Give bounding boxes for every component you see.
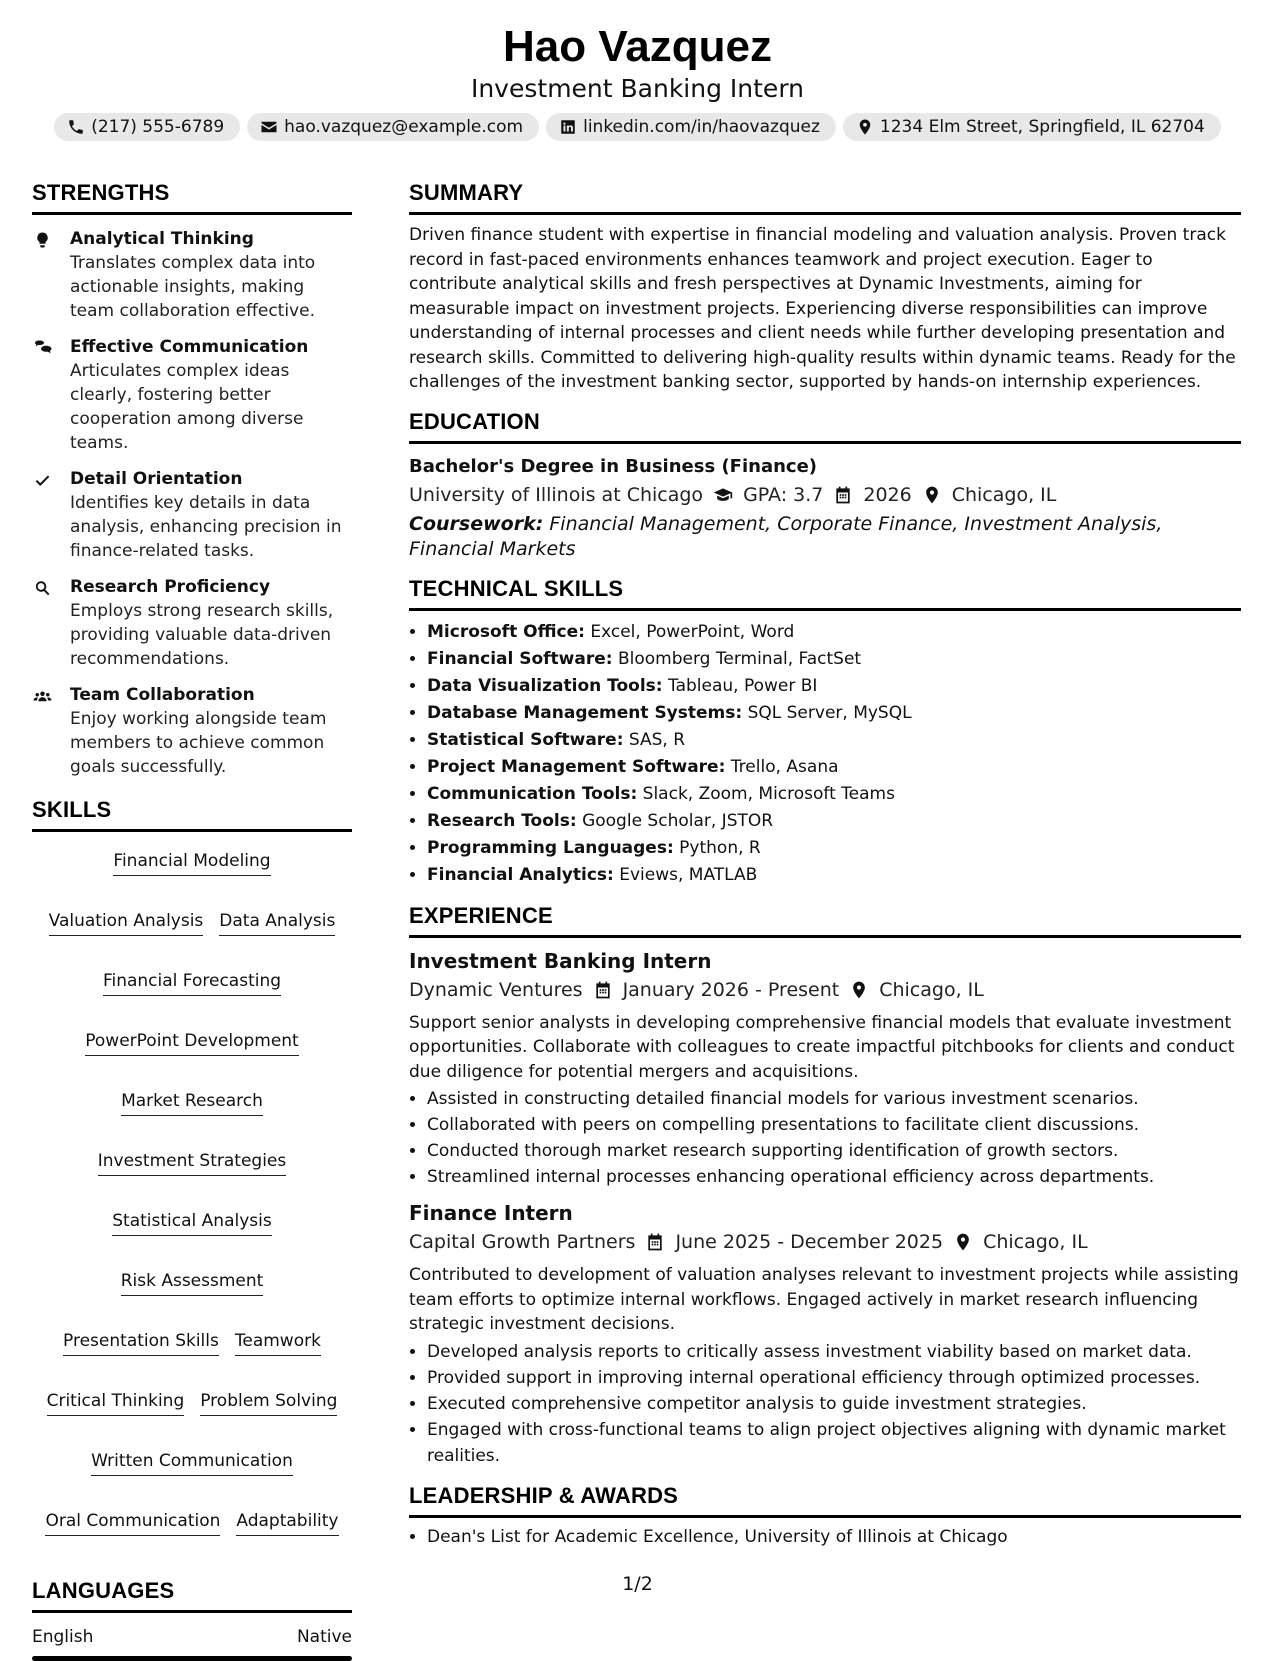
list-item <box>427 619 1241 646</box>
skill-values: Python, R <box>679 837 761 858</box>
strength-description: Enjoy working alongside team members to achieve common goals successfully. <box>70 709 327 777</box>
skill-category: Project Management Software: <box>427 756 726 777</box>
list-item <box>427 862 1241 889</box>
job-entry <box>409 1199 1241 1469</box>
phone-contact[interactable] <box>54 113 240 141</box>
skill-tag: Valuation Analysis <box>49 910 204 936</box>
skill-category: Research Tools: <box>427 810 577 831</box>
skill-values: Trello, Asana <box>730 756 839 777</box>
gpa-text: GPA: 3.7 <box>743 483 824 506</box>
envelope-icon <box>260 118 278 136</box>
language-name: English <box>32 1627 94 1647</box>
skill-values: Bloomberg Terminal, FactSet <box>617 648 862 669</box>
calendar-icon <box>593 980 613 1000</box>
job-summary: Support senior analysts in developing comprehensive financial models that evaluate investment opportunities. Collaborate with colleagues to create impactful pitchbooks for clients and conduct due diligence for potential mergers and acquisitions. <box>409 1012 1235 1082</box>
linkedin-text: linkedin.com/in/haovazquez <box>583 117 820 137</box>
strength-description: Articulates complex ideas clearly, fostering better cooperation among diverse teams. <box>70 361 304 453</box>
job-bullets <box>409 1086 1241 1190</box>
right-column <box>409 180 1241 1564</box>
skill-tag: Adaptability <box>236 1510 338 1536</box>
list-item: • Engaged with cross-functional teams to align project objectives aligning with dynamic market realities. <box>427 1417 1241 1469</box>
skill-tag: Financial Forecasting <box>103 970 281 996</box>
calendar-icon <box>833 485 853 505</box>
candidate-name: Hao Vazquez <box>503 22 772 71</box>
skill-tag: Risk Assessment <box>121 1270 264 1296</box>
graduation-cap-icon <box>713 485 733 505</box>
job-meta <box>409 1227 1241 1257</box>
email-contact[interactable] <box>247 113 539 141</box>
skill-tag: Teamwork <box>235 1330 321 1356</box>
job-location: Chicago, IL <box>879 978 984 1001</box>
skill-tag: PowerPoint Development <box>85 1030 298 1056</box>
strength-description: Identifies key details in data analysis, enhancing precision in finance-related tasks. <box>70 493 342 561</box>
list-item <box>427 646 1241 673</box>
strength-title: Detail Orientation <box>70 469 243 489</box>
map-pin-icon <box>856 118 874 136</box>
strength-title: Effective Communication <box>70 337 309 357</box>
map-pin-icon <box>849 980 869 1000</box>
company-name: Dynamic Ventures <box>409 978 583 1001</box>
contact-bar <box>0 113 1275 141</box>
job-meta <box>409 975 1241 1005</box>
skill-values: SAS, R <box>628 729 686 750</box>
graduation-year: 2026 <box>863 483 912 506</box>
skill-category: Programming Languages: <box>427 837 674 858</box>
job-bullets <box>409 1339 1241 1469</box>
skill-category: Financial Software: <box>427 648 613 669</box>
skill-category: Microsoft Office: <box>427 621 585 642</box>
skill-category: Data Visualization Tools: <box>427 675 663 696</box>
list-item <box>427 673 1241 700</box>
language-level: Native <box>296 1627 352 1647</box>
job-location: Chicago, IL <box>983 1231 1088 1253</box>
comments-icon <box>32 339 53 357</box>
job-title: Finance Intern <box>409 1201 573 1225</box>
skill-tag: Problem Solving <box>200 1390 337 1416</box>
page-number: 1/2 <box>622 1573 653 1595</box>
skill-values: Tableau, Power BI <box>668 675 818 696</box>
strength-item <box>32 575 352 671</box>
skill-values: SQL Server, MySQL <box>747 702 912 723</box>
coursework-label: Coursework: <box>409 512 544 535</box>
skill-category: Financial Analytics: <box>427 864 614 885</box>
strength-item <box>32 467 352 563</box>
skill-tag: Financial Modeling <box>113 850 270 876</box>
job-dates: June 2025 - December 2025 <box>675 1231 944 1253</box>
awards-list <box>409 1524 1241 1550</box>
linkedin-icon <box>559 118 577 136</box>
strength-item <box>32 227 352 323</box>
company-name: Capital Growth Partners <box>409 1231 636 1253</box>
left-column <box>32 180 352 1661</box>
education-location: Chicago, IL <box>951 483 1057 506</box>
technical-skills-heading: TECHNICAL SKILLS <box>409 576 1241 611</box>
technical-skills-list <box>409 619 1241 889</box>
list-item: • Dean's List for Academic Excellence, University of Illinois at Chicago <box>427 1524 1241 1550</box>
job-summary: Contributed to development of valuation analyses relevant to investment projects while assisting team efforts to optimize internal workflows. Engaged actively in market research influencing strategic investment decisions. <box>409 1265 1239 1334</box>
strength-title: Team Collaboration <box>70 685 255 705</box>
skill-category: Communication Tools: <box>427 783 638 804</box>
address-contact <box>843 113 1221 141</box>
skill-tag: Oral Communication <box>45 1510 220 1536</box>
list-item <box>427 835 1241 862</box>
skill-tag: Written Communication <box>91 1450 293 1476</box>
skill-values: Eviews, MATLAB <box>619 864 758 885</box>
map-pin-icon <box>922 485 942 505</box>
map-pin-icon <box>953 1232 973 1252</box>
strength-title: Research Proficiency <box>70 577 271 597</box>
skills-tags <box>32 832 352 1560</box>
skill-values: Excel, PowerPoint, Word <box>590 621 795 642</box>
language-row <box>32 1627 352 1647</box>
coursework <box>409 512 1241 562</box>
degree-title: Bachelor's Degree in Business (Finance) <box>409 455 818 477</box>
list-item <box>427 808 1241 835</box>
list-item <box>427 700 1241 727</box>
calendar-icon <box>645 1232 665 1252</box>
skill-category: Statistical Software: <box>427 729 624 750</box>
skill-values: Slack, Zoom, Microsoft Teams <box>642 783 895 804</box>
strengths-list <box>32 227 352 779</box>
skill-tag: Presentation Skills <box>63 1330 219 1356</box>
list-item <box>427 781 1241 808</box>
candidate-role: Investment Banking Intern <box>470 74 805 103</box>
users-icon <box>32 687 53 705</box>
skills-heading: SKILLS <box>32 797 352 832</box>
skill-tag: Investment Strategies <box>98 1150 287 1176</box>
school-name: University of Illinois at Chicago <box>409 483 704 506</box>
skill-category: Database Management Systems: <box>427 702 743 723</box>
linkedin-contact[interactable] <box>546 113 836 141</box>
summary-heading: SUMMARY <box>409 180 1241 215</box>
list-item: • Streamlined internal processes enhancing operational efficiency across departments. <box>427 1164 1241 1190</box>
email-text: hao.vazquez@example.com <box>284 117 524 137</box>
list-item: • Provided support in improving internal operational efficiency through optimized processes. <box>427 1365 1241 1391</box>
strength-title: Analytical Thinking <box>70 229 254 249</box>
strength-description: Translates complex data into actionable insights, making team collaboration effective. <box>70 253 316 321</box>
strength-description: Employs strong research skills, providing valuable data-driven recommendations. <box>70 601 334 669</box>
lightbulb-icon <box>32 231 53 249</box>
awards-heading: LEADERSHIP & AWARDS <box>409 1483 1241 1518</box>
skill-tag: Critical Thinking <box>47 1390 185 1416</box>
strength-item <box>32 335 352 455</box>
skill-tag: Statistical Analysis <box>112 1210 271 1236</box>
skill-values: Google Scholar, JSTOR <box>582 810 774 831</box>
experience-heading: EXPERIENCE <box>409 903 1241 938</box>
list-item: • Executed comprehensive competitor analysis to guide investment strategies. <box>427 1391 1241 1417</box>
skill-tag: Data Analysis <box>219 910 335 936</box>
language-proficiency-bar <box>32 1656 352 1661</box>
checkmark-icon <box>32 471 53 489</box>
list-item <box>427 727 1241 754</box>
list-item: • Assisted in constructing detailed financial models for various investment scenarios. <box>427 1086 1241 1112</box>
education-heading: EDUCATION <box>409 409 1241 444</box>
education-meta <box>409 480 1241 510</box>
coursework-list: Financial Management, Corporate Finance, Investment Analysis, Financial Markets <box>409 512 1163 560</box>
search-icon <box>32 579 53 597</box>
job-title: Investment Banking Intern <box>409 948 712 973</box>
job-entry <box>409 947 1241 1191</box>
summary-text: Driven finance student with expertise in financial modeling and valuation analysis. Proven track record in fast-paced environments enhances teamwork and project execution. Eager to contribute analytical skills and fresh perspectives at Dynamic Investments, aiming for measurable impact on investment projects. Experiencing diverse responsibilities can improve understanding of internal processes and client needs while further developing presentation and research skills. Committed to delivering high-quality results within dynamic teams. Ready for the challenges of the investment banking sector, supported by hands-on internship experiences. <box>409 225 1236 392</box>
list-item <box>427 754 1241 781</box>
phone-icon <box>67 118 85 136</box>
languages-heading: LANGUAGES <box>32 1578 352 1613</box>
list-item: • Collaborated with peers on compelling presentations to facilitate client discussions. <box>427 1112 1241 1138</box>
strength-item <box>32 683 352 779</box>
list-item: • Developed analysis reports to critically assess investment viability based on market data. <box>427 1339 1241 1365</box>
list-item: • Conducted thorough market research supporting identification of growth sectors. <box>427 1138 1241 1164</box>
phone-text: (217) 555-6789 <box>91 117 225 137</box>
job-dates: January 2026 - Present <box>622 978 840 1001</box>
strengths-heading: STRENGTHS <box>32 180 352 215</box>
skill-tag: Market Research <box>121 1090 263 1116</box>
address-text: 1234 Elm Street, Springfield, IL 62704 <box>879 117 1205 137</box>
